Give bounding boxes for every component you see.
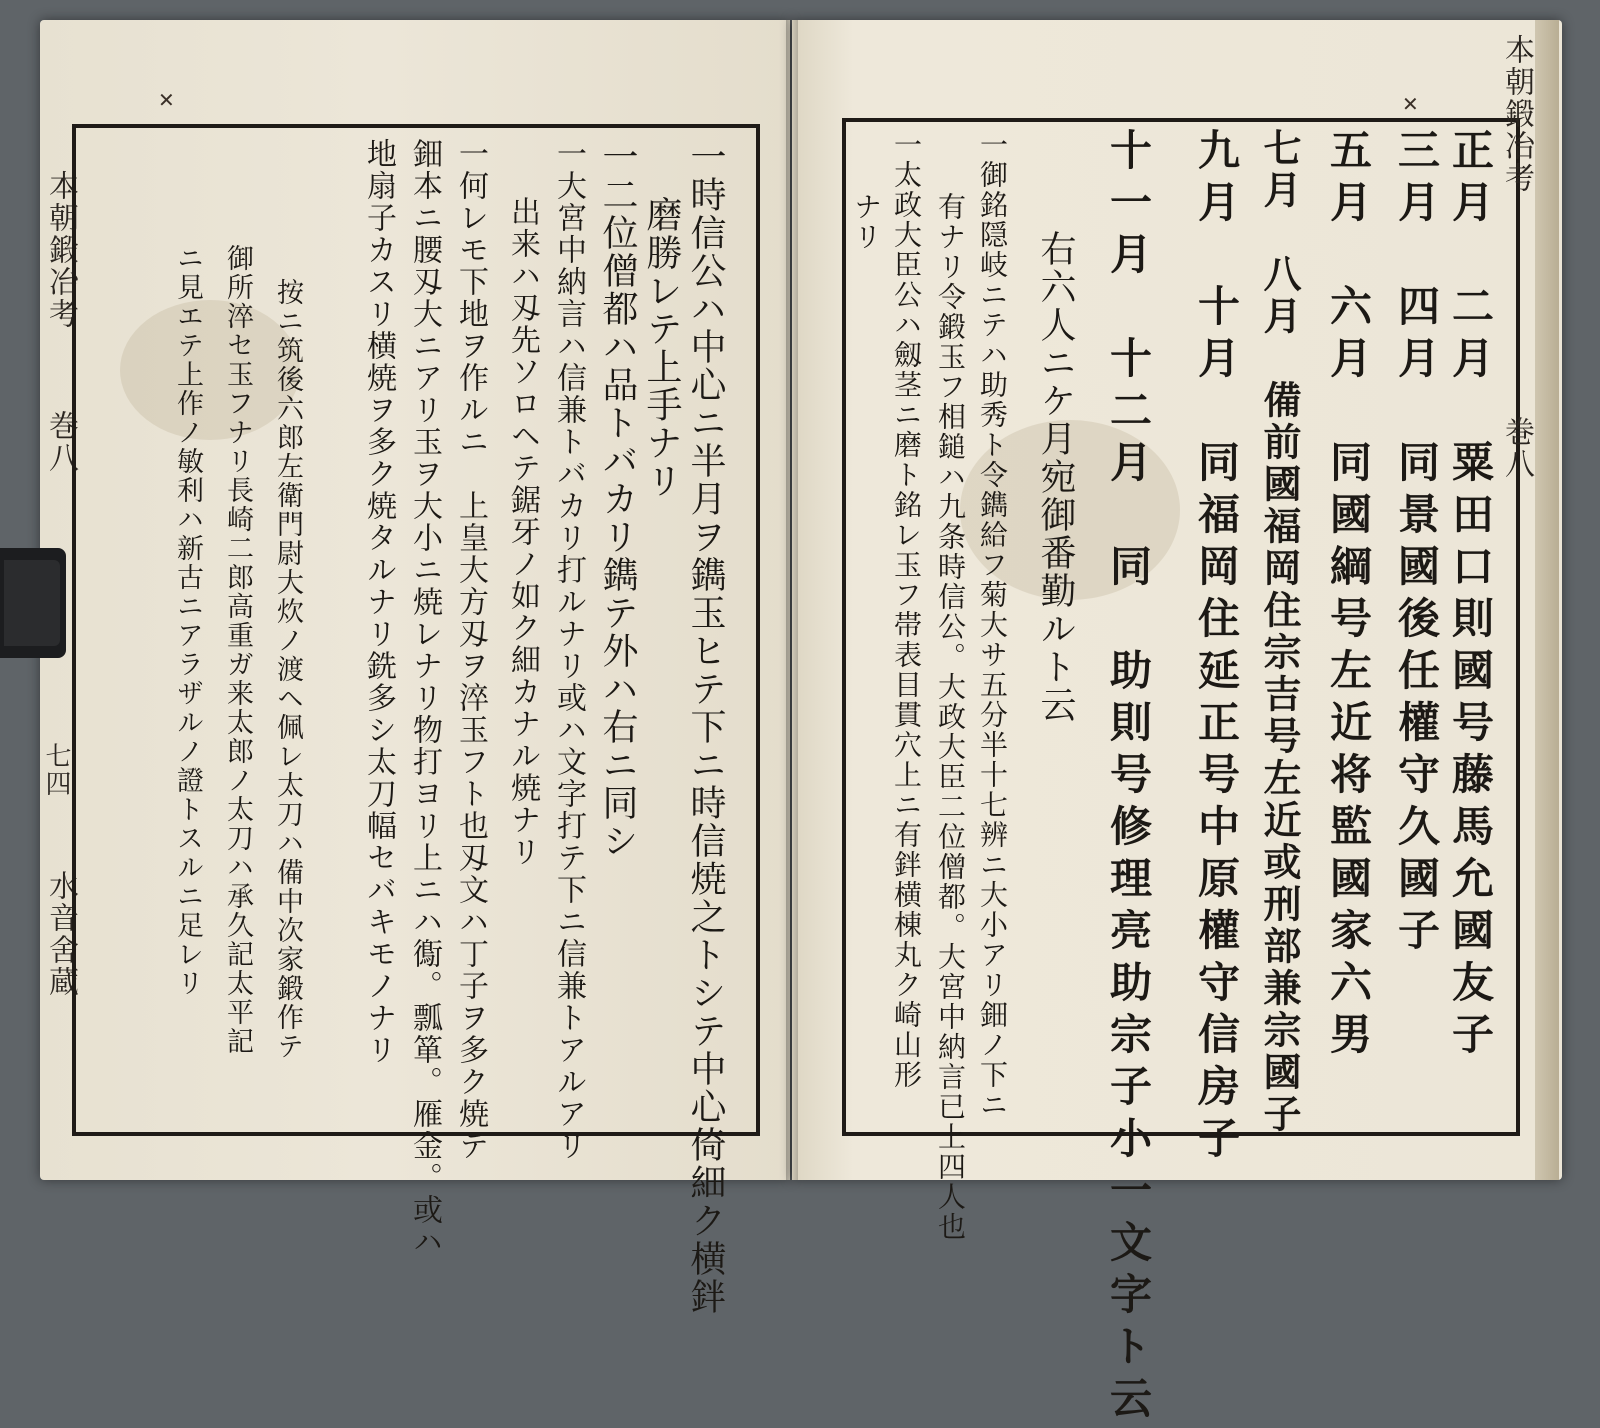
book-gutter: [786, 20, 798, 1180]
text-column: 右六人ニケ月宛御番勤ルト云: [1035, 230, 1076, 724]
bookmark-tab[interactable]: [0, 548, 66, 658]
text-column: 一大宮中納言ハ信兼トバカリ打ルナリ或ハ文字打テ下ニ信兼トアルアリ: [551, 138, 586, 1162]
text-column: 三月 四月 同景國後任權守久國子: [1392, 128, 1441, 960]
left-margin-title: 本朝鍛冶考: [43, 170, 78, 330]
left-page-number: 七四: [41, 742, 71, 798]
note-column: ニ見エテ上作ノ敏利ハ新古ニアラザルノ證トスルニ足レリ: [172, 244, 203, 998]
text-column: 五月 六月 同國綱号左近将監國家六男: [1324, 128, 1373, 1064]
text-column: 有ナリ令鍛玉フ相鎚ハ九条時信公。大政大臣二位僧都。大宮中納言已上四人也: [934, 192, 967, 1242]
text-column: 正月 二月 粟田口則國号藤馬允國友子: [1446, 128, 1495, 1064]
text-column: 出来ハ刄先ソロヘテ鋸牙ノ如ク細カナル焼ナリ: [505, 196, 540, 868]
text-column: 一何レモ下地ヲ作ルニ 上皇大方刄ヲ淬玉フト也刄文ハ丁子ヲ多ク焼テ: [453, 138, 488, 1162]
right-margin-title: 本朝鍛冶考: [1499, 34, 1534, 194]
note-column: 御所淬セ玉フナリ長崎二郎高重ガ来太郎ノ太刀ハ承久記太平記: [222, 244, 253, 1056]
wormhole-mark: ✕: [158, 88, 175, 112]
text-column: 一御銘隠岐ニテハ助秀ト令鐫給フ菊大サ五分半十七辨ニ大小アリ鈿ノ下ニ: [976, 130, 1009, 1120]
bookmark-tab-highlight: [4, 560, 60, 646]
text-column: 地扇子カスリ横焼ヲ多ク焼タルナリ銑多シ太刀幅セバキモノナリ: [361, 138, 396, 1066]
text-column: 七月 八月 備前國福岡住宗吉号左近或刑部兼宗國子: [1257, 128, 1302, 1136]
text-column: 一二位僧都ハ品トバカリ鐫テ外ハ右ニ同シ: [597, 138, 638, 860]
left-volume-label: 巻八: [43, 410, 78, 474]
wormhole-mark: ✕: [1402, 92, 1419, 116]
text-column: 十一月 十二月 同 助則号修理亮助宗子小一文字ト云: [1104, 128, 1153, 1428]
text-column: ナリ: [850, 192, 883, 252]
text-column: 九月 十月 同福岡住延正号中原權守信房子: [1192, 128, 1241, 1168]
page-edge: [1535, 20, 1559, 1180]
text-column: 一時信公ハ中心ニ半月ヲ鐫玉ヒテ下ニ時信焼之トシテ中心倚細ク横鉡: [685, 138, 726, 1316]
text-column: 鈿本ニ腰刄大ニアリ玉ヲ大小ニ焼レナリ物打ヨリ上ニハ鵆。瓢箪。雁金。或ハ: [407, 138, 442, 1258]
text-column: 磨勝レテ上手ナリ: [641, 196, 682, 500]
left-publisher: 水音舍蔵: [43, 870, 78, 998]
note-column: 按ニ筑後六郎左衛門尉大炊ノ渡ヘ佩レ太刀ハ備中次家鍛作テ: [272, 278, 303, 1061]
right-volume-label: 巻八: [1499, 416, 1534, 480]
text-column: 一太政大臣公ハ劔茎ニ磨ト銘レ玉フ帯表目貫穴上ニ有鉡横棟丸ク崎山形: [890, 130, 923, 1090]
